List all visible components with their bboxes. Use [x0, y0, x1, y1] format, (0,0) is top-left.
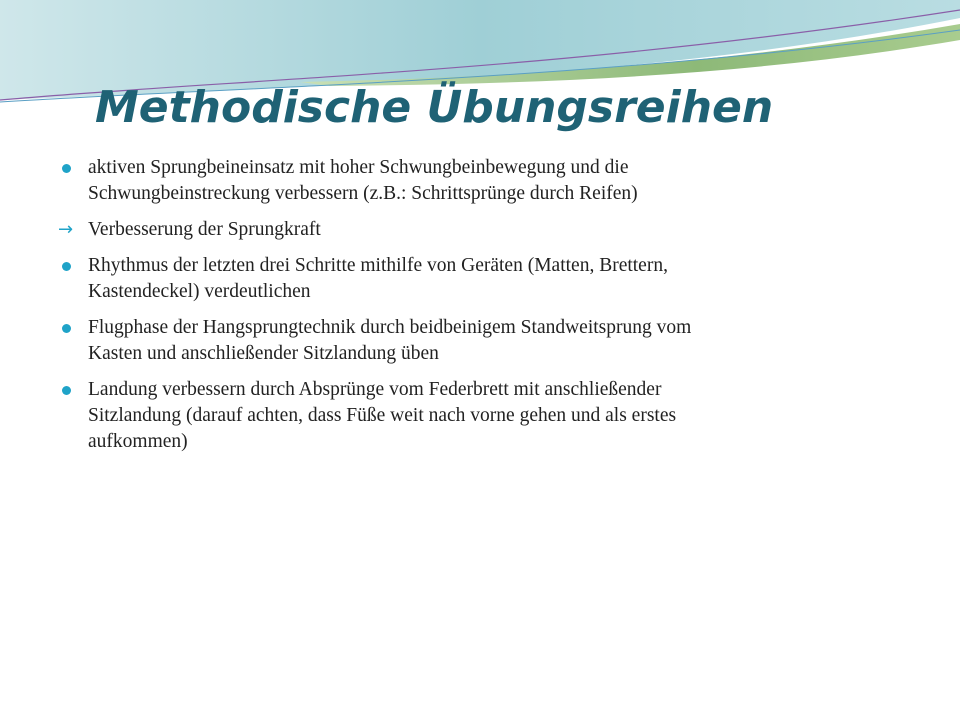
list-item: [58, 315, 908, 367]
list-item-line: Landung verbessern durch Absprünge vom Federbrett mit anschließender: [88, 379, 662, 400]
right-arrow-icon: →: [58, 219, 74, 240]
list-item: [58, 253, 908, 305]
list-item-line: Kasten und anschließender Sitzlandung üben: [88, 343, 439, 364]
list-item-line: Kastendeckel) verdeutlichen: [88, 281, 311, 302]
bullet-dot-icon: [62, 324, 71, 333]
bullet-dot-icon: [62, 262, 71, 271]
list-item: [58, 217, 908, 243]
list-item-line: Flugphase der Hangsprungtechnik durch beidbeinigem Standweitsprung vom: [88, 317, 692, 338]
list-item-line: aufkommen): [88, 431, 188, 452]
list-item-line: aktiven Sprungbeineinsatz mit hoher Schwungbeinbewegung und die: [88, 157, 629, 178]
bullet-dot-icon: [62, 164, 71, 173]
list-item: [58, 155, 908, 207]
list-item-line: Verbesserung der Sprungkraft: [88, 219, 321, 240]
list-item-line: Rhythmus der letzten drei Schritte mithilfe von Geräten (Matten, Brettern,: [88, 255, 668, 276]
bullet-dot-icon: [62, 386, 71, 395]
bullet-list: [58, 155, 908, 465]
list-item-line: Sitzlandung (darauf achten, dass Füße weit nach vorne gehen und als erstes: [88, 405, 677, 426]
list-item: [58, 377, 908, 455]
list-item-line: Schwungbeinstreckung verbessern (z.B.: Schrittsprünge durch Reifen): [88, 183, 638, 204]
slide-title: Methodische Übungsreihen: [95, 82, 774, 133]
